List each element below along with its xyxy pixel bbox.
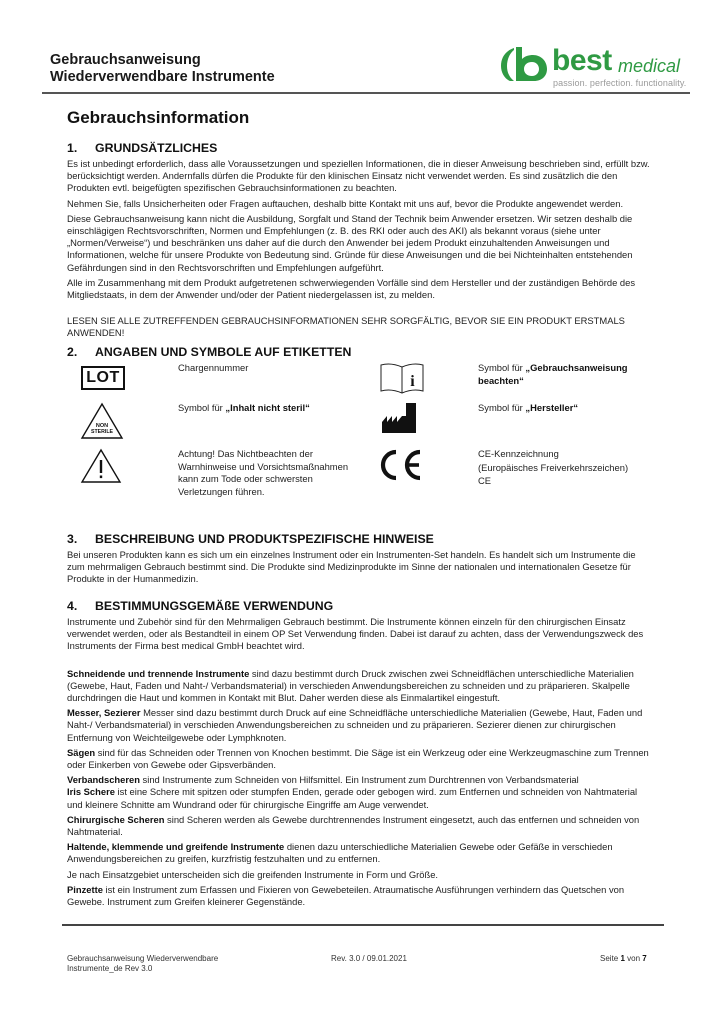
section-title: BESCHREIBUNG UND PRODUKTSPEZIFISCHE HINWEISE <box>95 532 434 546</box>
instrument-description: sind Scheren werden als Gewebe durchtrennendes Instrument eingesetzt, auch das entfernen und schneiden von Nahtmaterial. <box>67 813 640 838</box>
logo-tagline: passion. perfection. functionality. <box>553 78 687 88</box>
best-medical-logo <box>500 44 690 94</box>
section-number: 4. <box>67 599 78 613</box>
instrument-term: Messer, Sezierer <box>67 707 141 719</box>
footer-revision: Rev. 3.0 / 09.01.2021 <box>331 954 407 963</box>
instrument-item <box>67 841 655 865</box>
footer-divider <box>62 924 664 926</box>
instrument-item <box>67 869 655 881</box>
instrument-item <box>67 707 655 744</box>
page-prefix: Seite <box>600 954 621 963</box>
symbol-text-prefix: Symbol für <box>178 402 226 413</box>
page-mid: von <box>624 954 643 963</box>
header-title-line1: Gebrauchsanweisung <box>50 52 201 68</box>
symbol-text-prefix: Symbol für <box>478 362 526 373</box>
instrument-term: Iris Schere <box>67 786 115 798</box>
section-1 <box>67 141 655 343</box>
symbol-description-instructions <box>478 362 668 387</box>
section-4-heading <box>67 599 655 613</box>
instructions-icon <box>379 362 425 394</box>
section-2 <box>67 345 655 359</box>
section-title: GRUNDSÄTZLICHES <box>95 141 218 155</box>
paragraph: Bei unseren Produkten kann es sich um ein einzelnes Instrument oder ein Instrumenten-Set handeln. Es handelt sich um Instrumente die zum mehrmaligen Gebrauch bestimmt sind. Die Produkte sind Medizinprodukte im Sinne der nationalen und internationalen Gesetze für Produkte in der Humanmedizin. <box>67 549 636 585</box>
instrument-description: ist ein Instrument zum Erfassen und Fixieren von Gewebeteilen. Atraumatische Ausführungen verhindern das Quetschen von Gewebe. Instrument zum Greifen kleinerer Gegenstände. <box>67 883 625 908</box>
symbol-description-lot <box>178 362 378 375</box>
section-3-heading <box>67 532 655 546</box>
instrument-item <box>67 747 655 771</box>
ce-mark-icon <box>377 448 423 482</box>
symbol-description-warning <box>178 448 364 498</box>
instrument-description: Messer sind dazu bestimmt durch Druck auf eine Schneidfläche unterschiedliche Materialien (Gewebe, Haut, Faden und Naht-/ Verbandsmaterial) in verschieden Anwendungsbereichen zu schneiden und zu präparieren. Sezierer dienen zur chirurgischen Entfernung von Weichteilgewebe oder Lymphknoten. <box>67 707 643 743</box>
section-title: ANGABEN UND SYMBOLE AUF ETIKETTEN <box>95 345 352 359</box>
paragraph: Alle im Zusammenhang mit dem Produkt aufgetretenen schwerwiegenden Vorfälle sind dem Hersteller und der zuständigen Behörde des Mitgliedstaats, in dem der Anwender und/oder der Patient niedergelassen ist, zu melden. <box>67 276 636 301</box>
paragraph: Es ist unbedingt erforderlich, dass alle Voraussetzungen und speziellen Informationen, die in dieser Anweisung beschrieben sind, erfüllt bzw. berücksichtigt werden. Andernfalls dürfen die Produkte für den klinischen Einsatz nicht verwendet werden. Es sind zusätzlich die den Produkten evtl. beigefügten spezifischen Gebrauchsinformationen zu beachten. <box>67 158 650 194</box>
lot-icon <box>81 366 125 390</box>
instrument-description: dienen dazu unterschiedliche Materialien Gewebe oder Gefäße in verschieden Anwendungsbereichen zu greifen, kurzfristig festzuhalten und zu entfernen. <box>67 841 613 865</box>
logo-word-best: best <box>552 44 612 77</box>
instrument-description: Je nach Einsatzgebiet unterscheiden sich die greifenden Instrumente in Form und Größe. <box>67 868 439 880</box>
instrument-term: Pinzette <box>67 883 103 895</box>
instrument-item <box>67 786 655 810</box>
symbol-description-non-sterile <box>178 402 378 415</box>
paragraph: Nehmen Sie, falls Unsicherheiten oder Fragen auftauchen, deshalb bitte Kontakt mit uns auf, bevor die Produkte angewendet werden. <box>67 197 624 209</box>
symbol-text-bold: „Gebrauchsanweisung beachten“ <box>478 362 628 386</box>
section-4 <box>67 599 655 911</box>
instrument-item <box>67 814 655 838</box>
symbol-text: (Europäisches Freiverkehrszeichen) <box>478 461 629 473</box>
footer-doc-name-line2: Instrumente_de Rev 3.0 <box>67 964 153 973</box>
warning-icon <box>80 448 122 484</box>
section-2-heading <box>67 345 655 359</box>
header-divider <box>42 92 690 94</box>
symbol-text: Chargennummer <box>178 362 249 373</box>
symbols-table <box>67 362 667 502</box>
section-1-heading <box>67 141 655 155</box>
svg-text:i: i <box>410 373 415 390</box>
page-total: 7 <box>642 954 647 963</box>
instrument-term: Sägen <box>67 746 96 758</box>
document-header-title <box>50 52 275 86</box>
svg-text:NON: NON <box>95 423 109 429</box>
instrument-item <box>67 668 655 705</box>
paragraph: Diese Gebrauchsanweisung kann nicht die Ausbildung, Sorgfalt und Stand der Technik beim Anwender ersetzen. Wir setzen deshalb die einschlägigen Rechtsvorschriften, Normen und Empfehlungen (z. B. des RKI oder auch des AKI) als bekannt voraus (siehe unter „Normen/Verweise“) und beschränken uns daher auf die durch den Anwender bei jedem Produkt einzuhaltenden Anweisungen und Informationen, welche für unsere Produkte von Bedeutung sind. Gründe für diese Anweisungen und die bei Nichteinhalten entstehenden Gefährdungen sind in den Rechtsvorschriften und Empfehlungen aufgeführt. <box>67 212 633 273</box>
section-title: BESTIMMUNGSGEMÄßE VERWENDUNG <box>95 599 334 613</box>
footer-page-number <box>600 954 647 964</box>
warning-paragraph: LESEN SIE ALLE ZUTREFFENDEN GEBRAUCHSINFORMATIONEN SEHR SORGFÄLTIG, BEVOR SIE EIN PRODUKT ERSTMALS ANWENDEN! <box>67 315 625 339</box>
manufacturer-icon <box>381 402 419 434</box>
instrument-term: Chirurgische Scheren <box>67 813 165 825</box>
paragraph: Instrumente und Zubehör sind für den Mehrmaligen Gebrauch bestimmt. Die Instrumente können einzeln für den chirurgischen Einsatz verwendet werden, oder als Bestandteil in einem OP Set Verwendung finden. Dabei ist darauf zu achten, dass der Verwendungszweck des Instruments der Firma best medical GmbH beachtet wird. <box>67 616 644 652</box>
instrument-term: Verbandscheren <box>67 774 140 786</box>
header-title-line2: Wiederverwendbare Instrumente <box>50 69 275 85</box>
instrument-description: sind für das Schneiden oder Trennen von Knochen bestimmt. Die Säge ist ein Werkzeug oder eine Werkzeugmaschine zum Trennen oder Einkerben von Gewebe oder Gipsverbänden. <box>67 746 649 771</box>
page-title: Gebrauchsinformation <box>67 108 250 127</box>
logo-mark-icon <box>500 46 548 82</box>
non-sterile-icon <box>80 402 124 440</box>
instrument-description: sind dazu bestimmt durch Druck zwischen zwei Schneidflächen unterschiedliche Materialien (Gewebe, Haut, Faden und Naht-/ Verbandsmaterial) in verschieden Anwendungsbereichen zu schneiden und zu präparieren. Skalpelle durchdringen die Haut und kommen in Kontakt mit Blut. Daher werden diese als Einmalartikel eingestuft. <box>67 667 634 704</box>
instrument-item <box>67 884 655 908</box>
symbol-text-bold: „Inhalt nicht steril“ <box>225 402 310 413</box>
instrument-term: Haltende, klemmende und greifende Instrumente <box>67 841 285 853</box>
footer-document-name <box>67 954 218 974</box>
section-number: 3. <box>67 532 78 546</box>
instrument-item <box>67 774 655 786</box>
symbol-text: CE-Kennzeichnung <box>478 448 559 459</box>
symbol-text-bold: „Hersteller“ <box>525 402 579 413</box>
instrument-term: Schneidende und trennende Instrumente <box>67 667 250 679</box>
symbol-text: Achtung! Das Nichtbeachten der Warnhinweise und Vorsichtsmaßnahmen kann zum Tode oder schwersten Verletzungen führen. <box>178 448 349 497</box>
section-number: 2. <box>67 345 78 359</box>
section-3 <box>67 532 655 589</box>
svg-text:STERILE: STERILE <box>91 429 113 435</box>
symbol-description-manufacturer <box>478 402 668 415</box>
logo-word-medical: medical <box>618 56 681 76</box>
footer-doc-name-line1: Gebrauchsanweisung Wiederverwendbare <box>67 954 219 963</box>
instrument-description: ist eine Schere mit spitzen oder stumpfen Enden, gerade oder gebogen wird. zum Entfernen und schneiden von Nahtmaterial und kleinere Schnitte am Wundrand oder für chirurgische Eingriffe am Auge verwendet. <box>67 786 638 810</box>
symbol-description-ce <box>478 448 668 488</box>
page-current: 1 <box>620 954 625 963</box>
lot-label: LOT <box>86 369 120 386</box>
symbol-text: CE <box>478 475 492 486</box>
instrument-description: sind Instrumente zum Schneiden von Hilfsmittel. Ein Instrument zum Durchtrennen von Verbandsmaterial <box>139 774 579 786</box>
section-number: 1. <box>67 141 78 155</box>
symbol-text-prefix: Symbol für <box>478 402 526 413</box>
